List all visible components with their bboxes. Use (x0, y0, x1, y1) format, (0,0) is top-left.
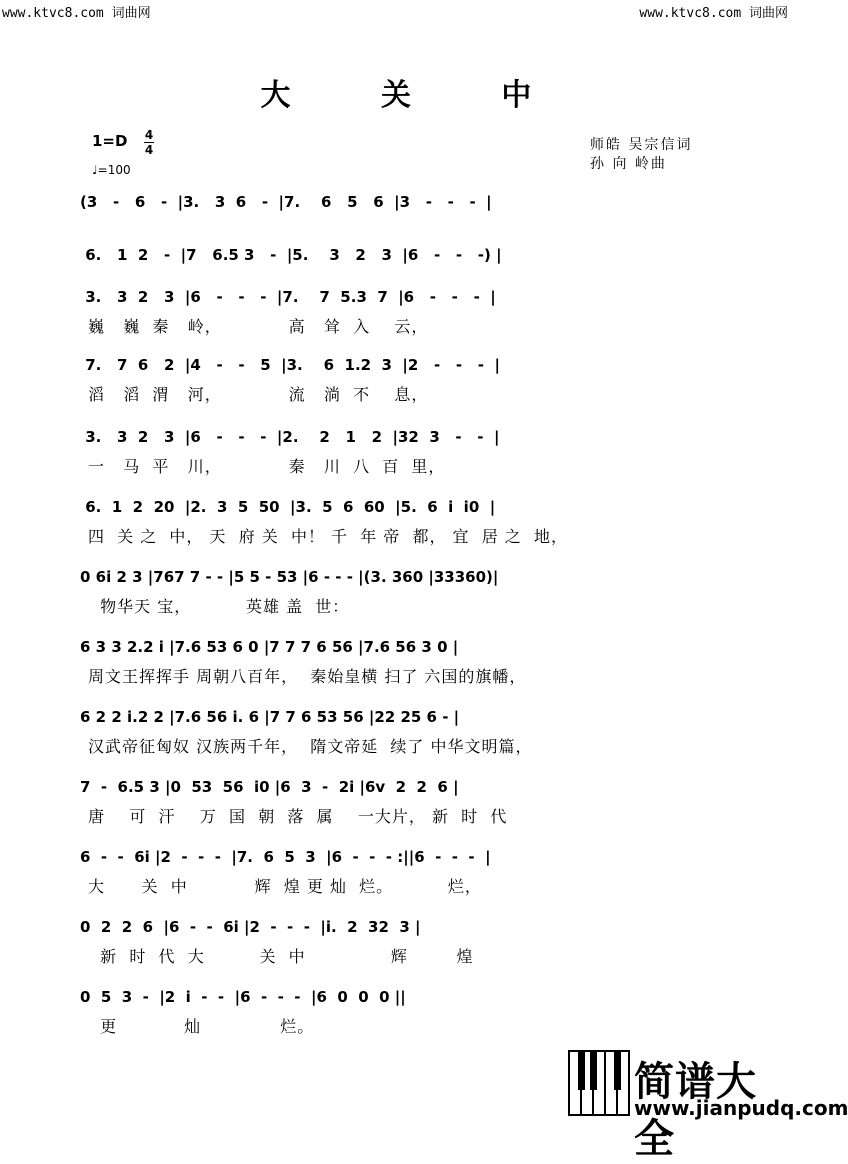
tempo-marking: ♩=100 (92, 163, 131, 177)
lyrics-line: 巍 巍 秦 岭， 高 耸 入 云， (88, 317, 429, 336)
score-row (80, 708, 720, 754)
notation-line: 7. 7 6 2 |4 - - 5 |3. 6 1.2 3 |2 - - - | (80, 356, 500, 374)
lyrics-line: 更 灿 烂。 (88, 1017, 315, 1036)
time-signature-bottom: 4 (144, 143, 154, 157)
notation-line: 0 5 3 - |2 i - - |6 - - - |6 0 0 0 || (80, 988, 406, 1006)
header-site-left: www.ktvc8.com 词曲网 (2, 6, 151, 21)
score-row (80, 288, 720, 334)
notation-line: 6. 1 2 - |7 6.5 3 - |5. 3 2 3 |6 - - -) | (80, 246, 502, 264)
score-row (80, 638, 720, 684)
logo-url: www.jianpudq.com (634, 1096, 848, 1120)
piano-icon (568, 1050, 630, 1116)
header-site-right: www.ktvc8.com 词曲网 (639, 6, 788, 21)
score-row (80, 498, 720, 544)
notation-line: 7 - 6.5 3 |0 53 56 i0 |6 3 - 2i |6v 2 2 6 | (80, 778, 459, 796)
lyrics-line: 大 关 中 辉 煌 更 灿 烂。 烂， (88, 877, 482, 896)
notation-line: 3. 3 2 3 |6 - - - |2. 2 1 2 |32 3 - - | (80, 428, 500, 446)
lyrics-line: 唐 可 汗 万 国 朝 落 属 一大片， 新 时 代 (88, 807, 508, 826)
credit-lyricists: 师皓 吴宗信词 (590, 137, 693, 153)
notation-line: 6 - - 6i |2 - - - |7. 6 5 3 |6 - - - :||6 - - - | (80, 848, 491, 866)
score-row (80, 246, 720, 292)
song-title: 大 关 中 (260, 78, 572, 113)
notation-line: 6 3 3 2.2 i |7.6 53 6 0 |7 7 7 6 56 |7.6 56 3 0 | (80, 638, 459, 656)
lyrics-line: 汉武帝征匈奴 汉族两千年， 隋文帝延 续了 中华文明篇， (88, 737, 533, 756)
time-signature (144, 128, 154, 157)
score-row (80, 988, 720, 1034)
notation-line: 6. 1 2 20 |2. 3 5 50 |3. 5 6 60 |5. 6 i i0 | (80, 498, 496, 516)
score-row (80, 918, 720, 964)
notation-line: 3. 3 2 3 |6 - - - |7. 7 5.3 7 |6 - - - | (80, 288, 496, 306)
logo-name: 简谱大全 (634, 1059, 757, 1162)
site-logo (568, 1050, 848, 1162)
score-row (80, 428, 720, 474)
notation-line: 0 6i 2 3 |767 7 - - |5 5 - 53 |6 - - - |(3. 360 |33360)| (80, 568, 499, 586)
score-row (80, 568, 720, 614)
notation-line: 0 2 2 6 |6 - - 6i |2 - - - |i. 2 32 3 | (80, 918, 421, 936)
lyrics-line: 周文王挥挥手 周朝八百年， 秦始皇横 扫了 六国的旗幡， (88, 667, 527, 686)
key-signature: 1=D (92, 132, 128, 150)
time-signature-top: 4 (144, 128, 154, 142)
score-row (80, 356, 720, 402)
lyrics-line: 滔 滔 渭 河， 流 淌 不 息， (88, 385, 429, 404)
score-row (80, 193, 720, 239)
credit-composer: 孙 向 岭曲 (590, 156, 667, 172)
notation-line: 6 2 2 i.2 2 |7.6 56 i. 6 |7 7 6 53 56 |22 25 6 - | (80, 708, 460, 726)
lyrics-line: 新 时 代 大 关 中 辉 煌 (88, 947, 474, 966)
lyrics-line: 四 关 之 中， 天 府 关 中！ 千 年 帝 都， 宜 居 之 地， (88, 527, 568, 546)
score-row (80, 778, 720, 824)
lyrics-line: 一 马 平 川， 秦 川 八 百 里， (88, 457, 446, 476)
lyrics-line: 物华天 宝， 英雄 盖 世： (88, 597, 350, 616)
notation-line: (3 - 6 - |3. 3 6 - |7. 6 5 6 |3 - - - | (80, 193, 492, 211)
score-row (80, 848, 720, 894)
